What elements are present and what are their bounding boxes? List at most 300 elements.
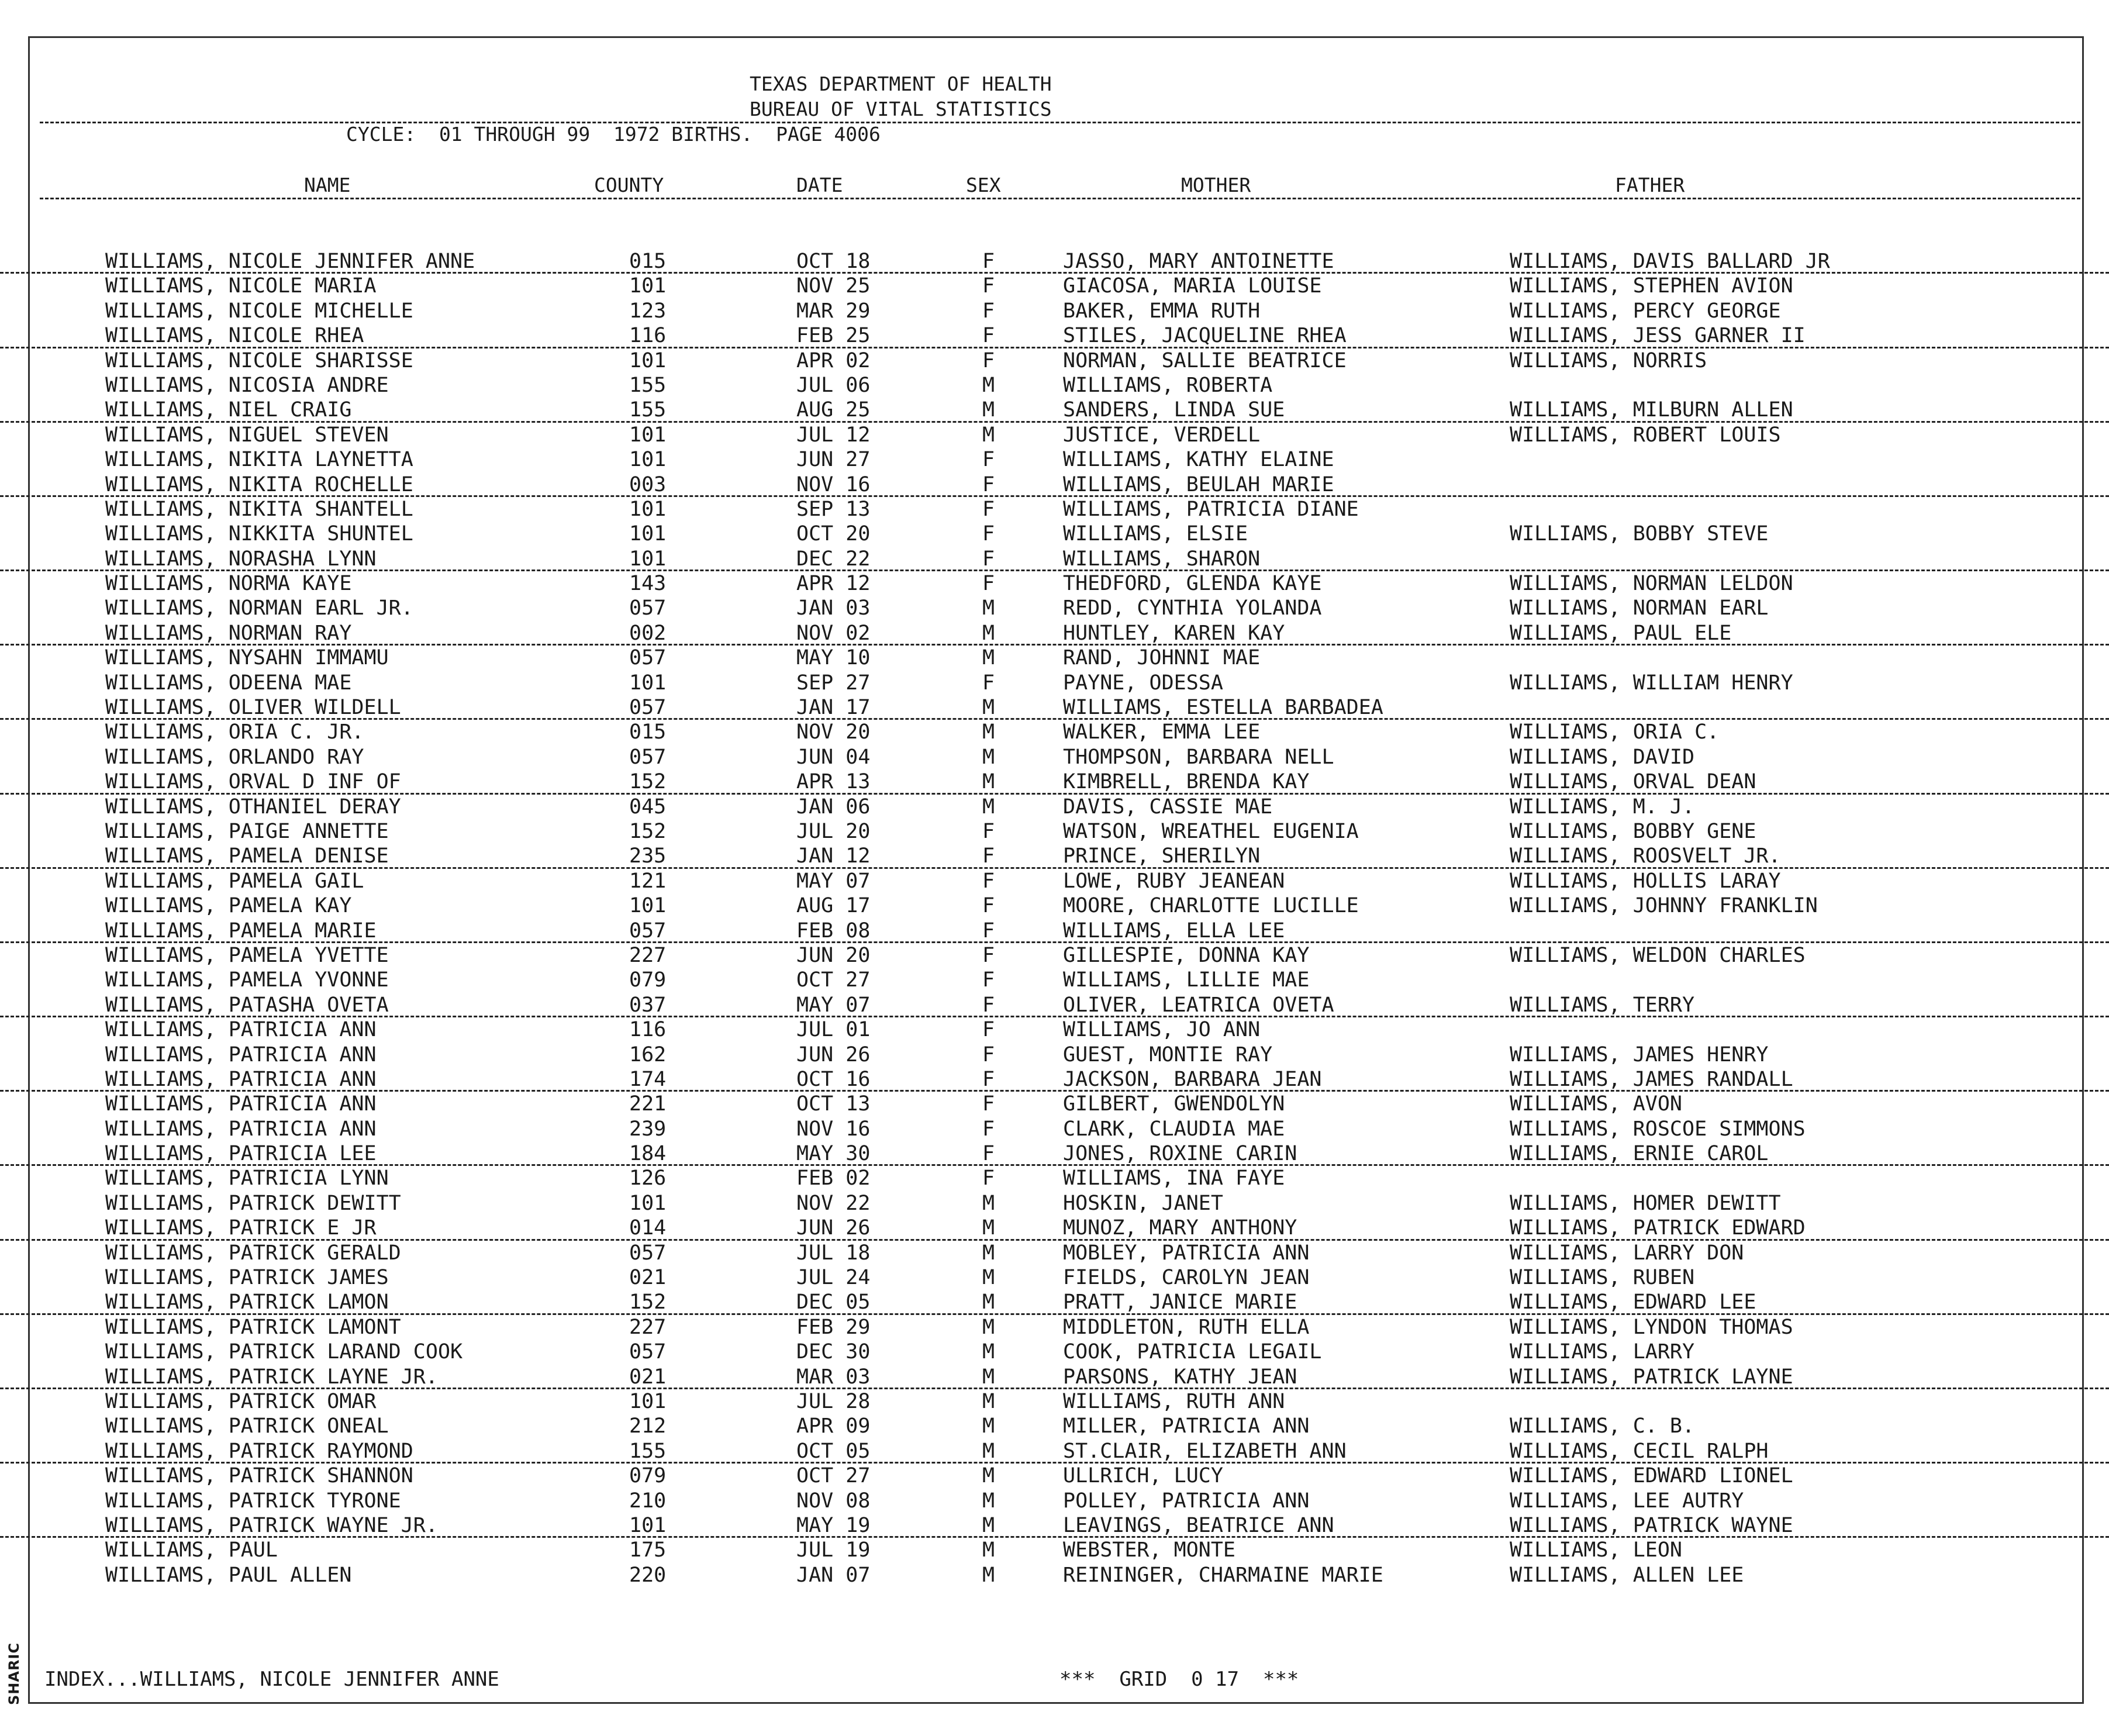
cell-county: 057 bbox=[629, 919, 667, 943]
cell-sex: M bbox=[982, 1340, 995, 1364]
cell-sex: M bbox=[982, 1216, 995, 1240]
cell-father: WILLIAMS, LYNDON THOMAS bbox=[1510, 1315, 1793, 1339]
cell-county: 057 bbox=[629, 745, 667, 769]
cell-county: 220 bbox=[629, 1563, 667, 1587]
cell-sex: M bbox=[982, 596, 995, 620]
cell-father: WILLIAMS, ROOSVELT JR. bbox=[1510, 844, 1781, 868]
cell-father: WILLIAMS, MILBURN ALLEN bbox=[1510, 398, 1793, 422]
table-row bbox=[0, 547, 2109, 571]
cell-date: JUL 24 bbox=[796, 1266, 871, 1290]
cell-father: WILLIAMS, JAMES HENRY bbox=[1510, 1043, 1769, 1067]
cell-name: WILLIAMS, NORMA KAYE bbox=[105, 572, 352, 596]
cell-date: JUN 20 bbox=[796, 943, 871, 967]
cell-date: APR 02 bbox=[796, 348, 871, 372]
cell-mother: BAKER, EMMA RUTH bbox=[1063, 299, 1261, 323]
table-row bbox=[0, 497, 2109, 522]
cell-sex: F bbox=[982, 547, 995, 571]
cell-name: WILLIAMS, NORMAN RAY bbox=[105, 621, 352, 645]
cell-mother: GUEST, MONTIE RAY bbox=[1063, 1043, 1273, 1067]
cell-county: 155 bbox=[629, 398, 667, 422]
cell-mother: JASSO, MARY ANTOINETTE bbox=[1063, 250, 1334, 273]
cell-date: MAY 19 bbox=[796, 1513, 871, 1537]
table-row bbox=[0, 943, 2109, 968]
cell-sex: F bbox=[982, 671, 995, 695]
cell-father: WILLIAMS, ERNIE CAROL bbox=[1510, 1142, 1769, 1166]
cell-mother: KIMBRELL, BRENDA KAY bbox=[1063, 770, 1310, 794]
cell-mother: GILLESPIE, DONNA KAY bbox=[1063, 943, 1310, 967]
cell-date: MAY 07 bbox=[796, 993, 871, 1017]
cell-name: WILLIAMS, PATRICIA ANN bbox=[105, 1067, 377, 1091]
cell-father: WILLIAMS, NORMAN EARL bbox=[1510, 596, 1769, 620]
cell-mother: DAVIS, CASSIE MAE bbox=[1063, 795, 1273, 819]
cell-mother: PARSONS, KATHY JEAN bbox=[1063, 1365, 1297, 1389]
cell-county: 101 bbox=[629, 348, 667, 372]
cell-mother: WILLIAMS, INA FAYE bbox=[1063, 1166, 1285, 1190]
table-row bbox=[0, 1216, 2109, 1240]
cell-name: WILLIAMS, PAMELA GAIL bbox=[105, 869, 364, 893]
table-row bbox=[0, 249, 2109, 274]
cell-sex: M bbox=[982, 1538, 995, 1562]
table-row bbox=[0, 1414, 2109, 1438]
cell-date: JAN 06 bbox=[796, 795, 871, 819]
cell-date: SEP 27 bbox=[796, 671, 871, 695]
cell-name: WILLIAMS, PATRICK ONEAL bbox=[105, 1414, 389, 1438]
cell-sex: F bbox=[982, 869, 995, 893]
footer-grid: *** GRID 0 17 *** bbox=[1059, 1668, 1299, 1691]
table-row bbox=[0, 1513, 2109, 1538]
cell-father: WILLIAMS, WELDON CHARLES bbox=[1510, 943, 1806, 967]
cell-sex: F bbox=[982, 348, 995, 372]
cell-county: 101 bbox=[629, 894, 667, 918]
cell-county: 116 bbox=[629, 324, 667, 348]
table-row bbox=[0, 1265, 2109, 1290]
cell-mother: WILLIAMS, KATHY ELAINE bbox=[1063, 448, 1334, 472]
cell-name: WILLIAMS, PATRICK TYRONE bbox=[105, 1489, 401, 1513]
cell-name: WILLIAMS, PATRICK LARAND COOK bbox=[105, 1340, 463, 1364]
cell-name: WILLIAMS, PATRICK LAMON bbox=[105, 1290, 389, 1314]
cell-name: WILLIAMS, PATRICK LAMONT bbox=[105, 1315, 401, 1339]
cell-father: WILLIAMS, STEPHEN AVION bbox=[1510, 274, 1793, 298]
table-row bbox=[0, 695, 2109, 720]
cell-sex: M bbox=[982, 1191, 995, 1215]
cell-mother: LEAVINGS, BEATRICE ANN bbox=[1063, 1513, 1334, 1537]
column-header-name: NAME bbox=[304, 174, 351, 196]
cell-county: 174 bbox=[629, 1067, 667, 1091]
cell-sex: F bbox=[982, 919, 995, 943]
cell-date: JAN 17 bbox=[796, 696, 871, 720]
table-row bbox=[0, 1141, 2109, 1166]
cell-name: WILLIAMS, NIKKITA SHUNTEL bbox=[105, 522, 413, 546]
cell-sex: M bbox=[982, 1266, 995, 1290]
cell-father: WILLIAMS, AVON bbox=[1510, 1092, 1683, 1116]
cell-county: 003 bbox=[629, 472, 667, 496]
cell-date: MAY 30 bbox=[796, 1142, 871, 1166]
cell-mother: FIELDS, CAROLYN JEAN bbox=[1063, 1266, 1310, 1290]
cell-county: 143 bbox=[629, 572, 667, 596]
side-stamp-text: SHARIC bbox=[6, 1642, 22, 1705]
cell-name: WILLIAMS, PAIGE ANNETTE bbox=[105, 819, 389, 843]
cell-date: OCT 13 bbox=[796, 1092, 871, 1116]
cell-mother: WALKER, EMMA LEE bbox=[1063, 720, 1261, 744]
cell-name: WILLIAMS, PAMELA YVONNE bbox=[105, 968, 389, 992]
cell-county: 121 bbox=[629, 869, 667, 893]
table-row bbox=[0, 844, 2109, 868]
column-header-mother: MOTHER bbox=[1181, 174, 1251, 196]
cell-county: 057 bbox=[629, 1340, 667, 1364]
cell-date: JUL 28 bbox=[796, 1389, 871, 1413]
cell-county: 101 bbox=[629, 522, 667, 546]
cell-father: WILLIAMS, PATRICK EDWARD bbox=[1510, 1216, 1806, 1240]
table-row bbox=[0, 398, 2109, 422]
cell-sex: F bbox=[982, 1092, 995, 1116]
cell-date: JAN 03 bbox=[796, 596, 871, 620]
cell-county: 037 bbox=[629, 993, 667, 1017]
cell-sex: M bbox=[982, 646, 995, 670]
cell-mother: JUSTICE, VERDELL bbox=[1063, 423, 1261, 447]
cell-sex: M bbox=[982, 770, 995, 794]
cell-sex: M bbox=[982, 795, 995, 819]
cell-county: 057 bbox=[629, 596, 667, 620]
header-agency: TEXAS DEPARTMENT OF HEALTH bbox=[750, 73, 1052, 95]
cell-father: WILLIAMS, HOLLIS LARAY bbox=[1510, 869, 1781, 893]
cell-father: WILLIAMS, M. J. bbox=[1510, 795, 1695, 819]
table-row bbox=[0, 299, 2109, 323]
cell-date: AUG 25 bbox=[796, 398, 871, 422]
cell-county: 021 bbox=[629, 1266, 667, 1290]
cell-sex: M bbox=[982, 696, 995, 720]
cell-county: 079 bbox=[629, 1464, 667, 1488]
cell-sex: F bbox=[982, 1117, 995, 1141]
cell-mother: WILLIAMS, SHARON bbox=[1063, 547, 1261, 571]
cell-name: WILLIAMS, NICOLE MICHELLE bbox=[105, 299, 413, 323]
cell-county: 015 bbox=[629, 720, 667, 744]
cell-sex: M bbox=[982, 1414, 995, 1438]
column-header-father: FATHER bbox=[1615, 174, 1685, 196]
cell-date: OCT 20 bbox=[796, 522, 871, 546]
table-row bbox=[0, 621, 2109, 646]
cell-date: JUL 19 bbox=[796, 1538, 871, 1562]
cell-sex: F bbox=[982, 274, 995, 298]
cell-name: WILLIAMS, ORVAL D INF OF bbox=[105, 770, 401, 794]
cell-father: WILLIAMS, JOHNNY FRANKLIN bbox=[1510, 894, 1818, 918]
cell-father: WILLIAMS, LEON bbox=[1510, 1538, 1683, 1562]
footer-index: INDEX...WILLIAMS, NICOLE JENNIFER ANNE bbox=[44, 1668, 499, 1691]
table-row bbox=[0, 1315, 2109, 1340]
cell-father: WILLIAMS, PERCY GEORGE bbox=[1510, 299, 1781, 323]
cell-county: 227 bbox=[629, 943, 667, 967]
cell-county: 126 bbox=[629, 1166, 667, 1190]
cell-mother: PAYNE, ODESSA bbox=[1063, 671, 1223, 695]
cell-name: WILLIAMS, PATRICK E JR bbox=[105, 1216, 377, 1240]
cell-name: WILLIAMS, PATRICK LAYNE JR. bbox=[105, 1365, 438, 1389]
cell-county: 057 bbox=[629, 696, 667, 720]
cell-father: WILLIAMS, BOBBY STEVE bbox=[1510, 522, 1769, 546]
cell-mother: CLARK, CLAUDIA MAE bbox=[1063, 1117, 1285, 1141]
cell-mother: NORMAN, SALLIE BEATRICE bbox=[1063, 348, 1347, 372]
cell-name: WILLIAMS, PAMELA KAY bbox=[105, 894, 352, 918]
cell-mother: MUNOZ, MARY ANTHONY bbox=[1063, 1216, 1297, 1240]
table-row bbox=[0, 571, 2109, 596]
cell-sex: F bbox=[982, 1043, 995, 1067]
cell-father: WILLIAMS, JESS GARNER II bbox=[1510, 324, 1806, 348]
cell-county: 162 bbox=[629, 1043, 667, 1067]
cell-date: JUL 12 bbox=[796, 423, 871, 447]
cell-date: JUN 26 bbox=[796, 1216, 871, 1240]
cell-date: JUL 20 bbox=[796, 819, 871, 843]
cell-name: WILLIAMS, PATASHA OVETA bbox=[105, 993, 389, 1017]
cell-county: 152 bbox=[629, 770, 667, 794]
table-row bbox=[0, 919, 2109, 943]
cell-date: NOV 16 bbox=[796, 1117, 871, 1141]
cell-county: 221 bbox=[629, 1092, 667, 1116]
cell-sex: F bbox=[982, 324, 995, 348]
cell-name: WILLIAMS, NIKITA LAYNETTA bbox=[105, 448, 413, 472]
cell-sex: F bbox=[982, 1018, 995, 1042]
cell-father: WILLIAMS, TERRY bbox=[1510, 993, 1695, 1017]
column-header-sex: SEX bbox=[966, 174, 1001, 196]
cell-father: WILLIAMS, LARRY DON bbox=[1510, 1241, 1744, 1265]
cell-mother: JONES, ROXINE CARIN bbox=[1063, 1142, 1297, 1166]
cell-date: JUN 27 bbox=[796, 448, 871, 472]
cell-name: WILLIAMS, PATRICIA ANN bbox=[105, 1092, 377, 1116]
cell-county: 155 bbox=[629, 1439, 667, 1463]
cell-county: 155 bbox=[629, 373, 667, 397]
cell-sex: M bbox=[982, 398, 995, 422]
cell-sex: F bbox=[982, 943, 995, 967]
cell-mother: MILLER, PATRICIA ANN bbox=[1063, 1414, 1310, 1438]
table-row bbox=[0, 671, 2109, 695]
cell-sex: F bbox=[982, 472, 995, 496]
cell-father: WILLIAMS, EDWARD LEE bbox=[1510, 1290, 1756, 1314]
table-row bbox=[0, 1017, 2109, 1042]
cell-county: 045 bbox=[629, 795, 667, 819]
cell-date: NOV 02 bbox=[796, 621, 871, 645]
cell-mother: WEBSTER, MONTE bbox=[1063, 1538, 1236, 1562]
cell-date: JUN 26 bbox=[796, 1043, 871, 1067]
table-row bbox=[0, 795, 2109, 819]
cell-county: 123 bbox=[629, 299, 667, 323]
cell-county: 015 bbox=[629, 250, 667, 273]
cell-date: JUN 04 bbox=[796, 745, 871, 769]
birth-records-table bbox=[0, 249, 2109, 1587]
cell-father: WILLIAMS, LEE AUTRY bbox=[1510, 1489, 1744, 1513]
cell-sex: F bbox=[982, 299, 995, 323]
cell-sex: M bbox=[982, 1513, 995, 1537]
cell-mother: WILLIAMS, LILLIE MAE bbox=[1063, 968, 1310, 992]
header-cycle: CYCLE: 01 THROUGH 99 1972 BIRTHS. PAGE 4006 bbox=[346, 123, 881, 146]
table-row bbox=[0, 1464, 2109, 1488]
cell-sex: M bbox=[982, 423, 995, 447]
cell-mother: WILLIAMS, JO ANN bbox=[1063, 1018, 1261, 1042]
cell-county: 235 bbox=[629, 844, 667, 868]
cell-father: WILLIAMS, ROSCOE SIMMONS bbox=[1510, 1117, 1806, 1141]
cell-county: 152 bbox=[629, 819, 667, 843]
table-row bbox=[0, 968, 2109, 992]
table-row bbox=[0, 993, 2109, 1017]
table-row bbox=[0, 1538, 2109, 1562]
cell-mother: LOWE, RUBY JEANEAN bbox=[1063, 869, 1285, 893]
cell-sex: M bbox=[982, 621, 995, 645]
cell-date: FEB 29 bbox=[796, 1315, 871, 1339]
table-row bbox=[0, 1241, 2109, 1265]
table-row bbox=[0, 1117, 2109, 1141]
cell-county: 101 bbox=[629, 448, 667, 472]
cell-name: WILLIAMS, PATRICK RAYMOND bbox=[105, 1439, 413, 1463]
cell-mother: THOMPSON, BARBARA NELL bbox=[1063, 745, 1334, 769]
cell-mother: REDD, CYNTHIA YOLANDA bbox=[1063, 596, 1322, 620]
cell-date: NOV 08 bbox=[796, 1489, 871, 1513]
cell-name: WILLIAMS, PATRICK JAMES bbox=[105, 1266, 389, 1290]
cell-father: WILLIAMS, ROBERT LOUIS bbox=[1510, 423, 1781, 447]
table-row bbox=[0, 348, 2109, 373]
cell-father: WILLIAMS, EDWARD LIONEL bbox=[1510, 1464, 1793, 1488]
cell-name: WILLIAMS, PAMELA DENISE bbox=[105, 844, 389, 868]
cell-mother: ULLRICH, LUCY bbox=[1063, 1464, 1223, 1488]
table-row bbox=[0, 769, 2109, 794]
cell-date: OCT 16 bbox=[796, 1067, 871, 1091]
table-row bbox=[0, 323, 2109, 348]
cell-county: 101 bbox=[629, 547, 667, 571]
cell-county: 239 bbox=[629, 1117, 667, 1141]
cell-mother: REININGER, CHARMAINE MARIE bbox=[1063, 1563, 1383, 1587]
cell-county: 057 bbox=[629, 646, 667, 670]
table-row bbox=[0, 819, 2109, 844]
cell-mother: WILLIAMS, ESTELLA BARBADEA bbox=[1063, 696, 1383, 720]
cell-sex: F bbox=[982, 1166, 995, 1190]
cell-date: MAR 03 bbox=[796, 1365, 871, 1389]
cell-mother: OLIVER, LEATRICA OVETA bbox=[1063, 993, 1334, 1017]
side-stamp bbox=[4, 1643, 21, 1707]
cell-mother: MOBLEY, PATRICIA ANN bbox=[1063, 1241, 1310, 1265]
table-row bbox=[0, 274, 2109, 298]
cell-county: 101 bbox=[629, 671, 667, 695]
cell-name: WILLIAMS, PAMELA YVETTE bbox=[105, 943, 389, 967]
cell-father: WILLIAMS, ORVAL DEAN bbox=[1510, 770, 1756, 794]
cell-father: WILLIAMS, DAVIS BALLARD JR bbox=[1510, 250, 1830, 273]
cell-father: WILLIAMS, JAMES RANDALL bbox=[1510, 1067, 1793, 1091]
cell-date: NOV 22 bbox=[796, 1191, 871, 1215]
cell-date: JAN 12 bbox=[796, 844, 871, 868]
cell-name: WILLIAMS, OLIVER WILDELL bbox=[105, 696, 401, 720]
cell-date: NOV 16 bbox=[796, 472, 871, 496]
column-header-date: DATE bbox=[796, 174, 843, 196]
cell-date: OCT 18 bbox=[796, 250, 871, 273]
cell-county: 152 bbox=[629, 1290, 667, 1314]
table-row bbox=[0, 447, 2109, 472]
cell-name: WILLIAMS, PATRICIA ANN bbox=[105, 1117, 377, 1141]
cell-name: WILLIAMS, ORIA C. JR. bbox=[105, 720, 364, 744]
cell-date: FEB 25 bbox=[796, 324, 871, 348]
table-row bbox=[0, 869, 2109, 893]
cell-name: WILLIAMS, PAMELA MARIE bbox=[105, 919, 377, 943]
cell-mother: HUNTLEY, KAREN KAY bbox=[1063, 621, 1285, 645]
cell-date: OCT 05 bbox=[796, 1439, 871, 1463]
cell-sex: M bbox=[982, 1439, 995, 1463]
cell-county: 175 bbox=[629, 1538, 667, 1562]
cell-date: FEB 02 bbox=[796, 1166, 871, 1190]
cell-county: 014 bbox=[629, 1216, 667, 1240]
table-row bbox=[0, 893, 2109, 918]
cell-sex: M bbox=[982, 1563, 995, 1587]
cell-mother: PRINCE, SHERILYN bbox=[1063, 844, 1261, 868]
table-row bbox=[0, 1489, 2109, 1513]
cell-date: APR 12 bbox=[796, 572, 871, 596]
table-row bbox=[0, 646, 2109, 670]
cell-name: WILLIAMS, PATRICK DEWITT bbox=[105, 1191, 401, 1215]
cell-father: WILLIAMS, RUBEN bbox=[1510, 1266, 1695, 1290]
cell-county: 101 bbox=[629, 274, 667, 298]
cell-date: APR 09 bbox=[796, 1414, 871, 1438]
table-row bbox=[0, 1563, 2109, 1587]
cell-mother: PRATT, JANICE MARIE bbox=[1063, 1290, 1297, 1314]
header-bureau: BUREAU OF VITAL STATISTICS bbox=[750, 98, 1052, 120]
cell-name: WILLIAMS, NICOLE JENNIFER ANNE bbox=[105, 250, 475, 273]
cell-father: WILLIAMS, NORRIS bbox=[1510, 348, 1707, 372]
cell-father: WILLIAMS, CECIL RALPH bbox=[1510, 1439, 1769, 1463]
column-header-county: COUNTY bbox=[594, 174, 664, 196]
cell-sex: M bbox=[982, 1290, 995, 1314]
cell-county: 101 bbox=[629, 1513, 667, 1537]
cell-mother: RAND, JOHNNI MAE bbox=[1063, 646, 1261, 670]
cell-father: WILLIAMS, ALLEN LEE bbox=[1510, 1563, 1744, 1587]
cell-county: 002 bbox=[629, 621, 667, 645]
cell-sex: F bbox=[982, 1142, 995, 1166]
cell-father: WILLIAMS, PATRICK WAYNE bbox=[1510, 1513, 1793, 1537]
cell-mother: WILLIAMS, ELSIE bbox=[1063, 522, 1248, 546]
cell-sex: F bbox=[982, 993, 995, 1017]
cell-sex: F bbox=[982, 572, 995, 596]
cell-sex: M bbox=[982, 1464, 995, 1488]
cell-date: AUG 17 bbox=[796, 894, 871, 918]
cell-sex: F bbox=[982, 1067, 995, 1091]
table-row bbox=[0, 373, 2109, 398]
cell-sex: M bbox=[982, 1389, 995, 1413]
cell-county: 116 bbox=[629, 1018, 667, 1042]
table-row bbox=[0, 1290, 2109, 1314]
cell-name: WILLIAMS, PAUL ALLEN bbox=[105, 1563, 352, 1587]
cell-sex: F bbox=[982, 522, 995, 546]
cell-mother: JACKSON, BARBARA JEAN bbox=[1063, 1067, 1322, 1091]
cell-mother: WILLIAMS, PATRICIA DIANE bbox=[1063, 497, 1359, 521]
cell-name: WILLIAMS, ORLANDO RAY bbox=[105, 745, 364, 769]
cell-sex: F bbox=[982, 894, 995, 918]
cell-mother: WILLIAMS, RUTH ANN bbox=[1063, 1389, 1285, 1413]
table-row bbox=[0, 1389, 2109, 1414]
cell-date: DEC 30 bbox=[796, 1340, 871, 1364]
cell-date: SEP 13 bbox=[796, 497, 871, 521]
cell-mother: POLLEY, PATRICIA ANN bbox=[1063, 1489, 1310, 1513]
cell-sex: M bbox=[982, 745, 995, 769]
cell-mother: WILLIAMS, ELLA LEE bbox=[1063, 919, 1285, 943]
cell-name: WILLIAMS, PATRICK SHANNON bbox=[105, 1464, 413, 1488]
cell-name: WILLIAMS, NIGUEL STEVEN bbox=[105, 423, 389, 447]
table-row bbox=[0, 720, 2109, 744]
table-row bbox=[0, 1365, 2109, 1389]
cell-sex: M bbox=[982, 1241, 995, 1265]
cell-name: WILLIAMS, NICOLE RHEA bbox=[105, 324, 364, 348]
cell-date: JUL 06 bbox=[796, 373, 871, 397]
cell-sex: M bbox=[982, 1315, 995, 1339]
cell-date: JAN 07 bbox=[796, 1563, 871, 1587]
cell-name: WILLIAMS, NYSAHN IMMAMU bbox=[105, 646, 389, 670]
cell-father: WILLIAMS, WILLIAM HENRY bbox=[1510, 671, 1793, 695]
cell-sex: F bbox=[982, 819, 995, 843]
cell-sex: M bbox=[982, 1489, 995, 1513]
cell-mother: GIACOSA, MARIA LOUISE bbox=[1063, 274, 1322, 298]
cell-county: 184 bbox=[629, 1142, 667, 1166]
cell-father: WILLIAMS, PATRICK LAYNE bbox=[1510, 1365, 1793, 1389]
table-row bbox=[0, 472, 2109, 497]
